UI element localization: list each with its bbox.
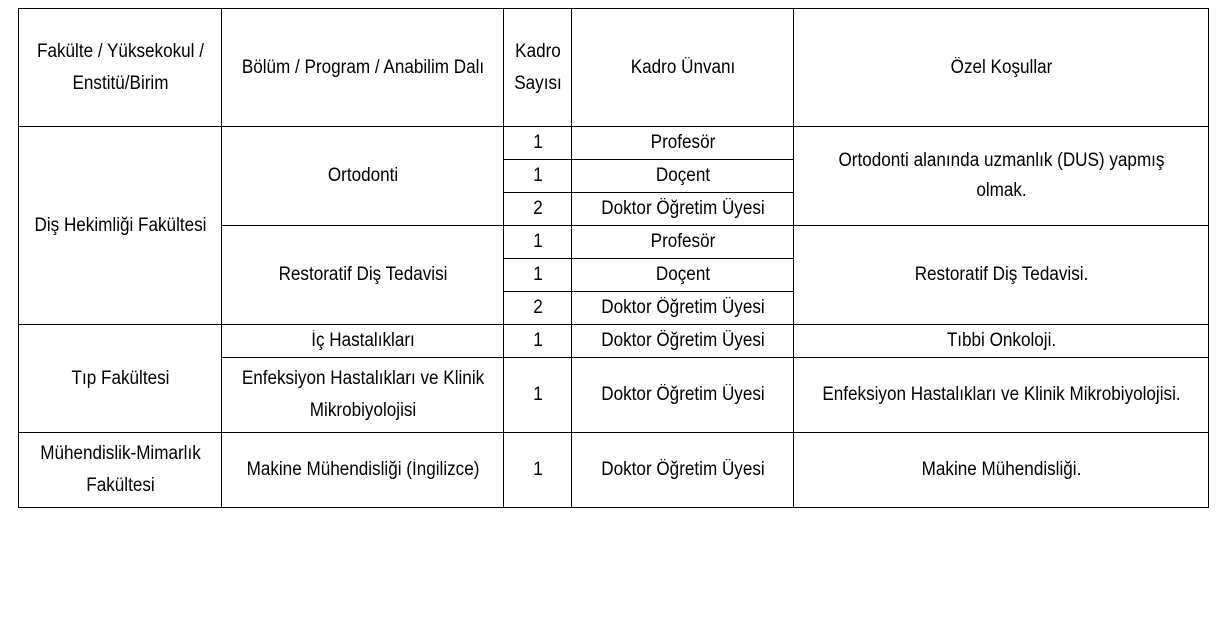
count-cell: 1 (507, 325, 568, 358)
title-cell: Doçent (583, 259, 783, 292)
faculty-cell: Tıp Fakültesi (29, 325, 212, 433)
count-cell: 1 (507, 259, 568, 292)
department-cell: Restoratif Diş Tedavisi (236, 226, 490, 325)
title-cell: Doktor Öğretim Üyesi (583, 193, 783, 226)
title-cell: Doktor Öğretim Üyesi (583, 292, 783, 325)
table-row (19, 433, 1209, 508)
count-cell: 1 (507, 160, 568, 193)
header-faculty: Fakülte / Yüksekokul / Enstitü/Birim (29, 9, 212, 127)
header-department: Bölüm / Program / Anabilim Dalı (236, 9, 490, 127)
title-cell: Doktor Öğretim Üyesi (583, 325, 783, 358)
header-title: Kadro Ünvanı (583, 9, 783, 127)
title-cell: Profesör (583, 127, 783, 160)
count-cell: 1 (507, 433, 568, 508)
title-cell: Profesör (583, 226, 783, 259)
count-cell: 2 (507, 193, 568, 226)
title-cell: Doktor Öğretim Üyesi (583, 433, 783, 508)
faculty-cell: Mühendislik-Mimarlık Fakültesi (29, 433, 212, 508)
count-cell: 1 (507, 358, 568, 433)
table-row (19, 127, 1209, 160)
title-cell: Doçent (583, 160, 783, 193)
count-cell: 1 (507, 127, 568, 160)
header-count: Kadro Sayısı (507, 9, 568, 127)
faculty-cell: Diş Hekimliği Fakültesi (29, 127, 212, 325)
count-cell: 1 (507, 226, 568, 259)
count-cell: 2 (507, 292, 568, 325)
header-conditions: Özel Koşullar (814, 9, 1188, 127)
title-cell: Doktor Öğretim Üyesi (583, 358, 783, 433)
department-cell: İç Hastalıkları (236, 325, 490, 358)
table-row (19, 325, 1209, 358)
department-cell: Ortodonti (236, 127, 490, 226)
table-header-row (19, 9, 1209, 127)
condition-cell: Tıbbi Onkoloji. (814, 325, 1188, 358)
department-cell: Enfeksiyon Hastalıkları ve Klinik Mikrobiyolojisi (236, 358, 490, 433)
staff-positions-table (18, 8, 1209, 508)
condition-cell: Makine Mühendisliği. (814, 433, 1188, 508)
department-cell: Makine Mühendisliği (İngilizce) (236, 433, 490, 508)
condition-cell: Ortodonti alanında uzmanlık (DUS) yapmış olmak. (814, 127, 1188, 226)
condition-cell: Enfeksiyon Hastalıkları ve Klinik Mikrobiyolojisi. (814, 358, 1188, 433)
condition-cell: Restoratif Diş Tedavisi. (814, 226, 1188, 325)
